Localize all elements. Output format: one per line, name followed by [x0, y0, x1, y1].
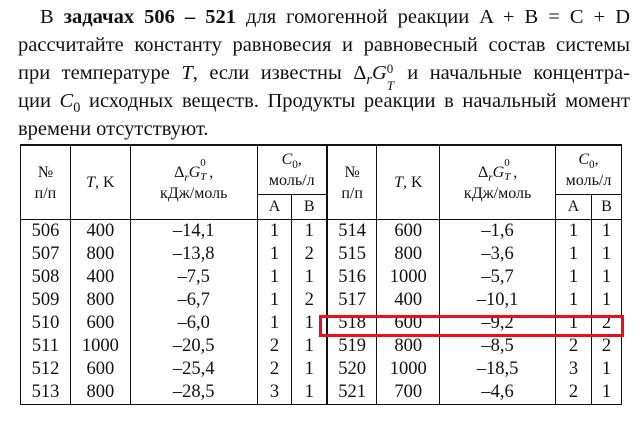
- cell-conc-b: 1: [292, 335, 327, 358]
- header-text: ,: [297, 151, 302, 168]
- cell-number: 516: [327, 266, 377, 289]
- cell-conc-b: 2: [591, 335, 621, 358]
- tasks-table: [20, 144, 622, 405]
- header-text: моль/л: [565, 172, 612, 189]
- header-substance-b: B: [591, 195, 621, 220]
- symbol-superscript: 0: [504, 156, 510, 169]
- cell-number: 507: [21, 243, 71, 266]
- cell-conc-a: 3: [555, 358, 591, 381]
- g-symbol: G: [188, 163, 201, 181]
- header-temperature: [377, 145, 440, 220]
- symbol-indices: [386, 61, 396, 93]
- symbol-superscript: 0: [200, 156, 206, 169]
- cell-conc-b: 1: [591, 266, 621, 289]
- cell-number: 510: [21, 312, 71, 335]
- cell-conc-a: 2: [555, 381, 591, 405]
- header-text: кДж/моль: [463, 184, 532, 202]
- cell-temperature: 800: [70, 289, 130, 312]
- cell-number: 514: [327, 220, 377, 244]
- header-text: ,: [594, 151, 599, 168]
- statement-text: для гомогенной реакции A + B = C + D: [235, 6, 630, 28]
- cell-gibbs-energy: –3,6: [440, 243, 556, 266]
- cell-temperature: 600: [70, 312, 130, 335]
- cell-number: 512: [21, 358, 71, 381]
- cell-conc-b: 1: [591, 243, 621, 266]
- header-symbol: C: [578, 151, 590, 168]
- cell-gibbs-energy: –13,8: [130, 243, 257, 266]
- cell-conc-b: 1: [292, 312, 327, 335]
- cell-temperature: 600: [70, 358, 130, 381]
- symbol-subscript: 0: [292, 159, 298, 172]
- cell-conc-a-highlighted: 1: [555, 312, 591, 335]
- cell-conc-a: 1: [257, 243, 292, 266]
- header-text: №: [344, 163, 360, 181]
- header-text: , K: [402, 174, 423, 191]
- header-substance-a: A: [257, 195, 292, 220]
- statement-line-4: [18, 87, 630, 115]
- cell-gibbs-energy: –5,7: [440, 266, 556, 289]
- statement-line-3: [18, 59, 630, 93]
- header-symbol: T: [86, 174, 96, 191]
- statement-text: и начальные концентра-: [395, 62, 630, 84]
- symbol-indices: [200, 156, 209, 183]
- table-row: [21, 266, 622, 289]
- cell-temperature: 400: [70, 220, 130, 244]
- symbol-subscript: T: [504, 170, 511, 183]
- cell-temperature: 1000: [377, 358, 440, 381]
- header-text: кДж/моль: [160, 184, 228, 202]
- header-temperature: [70, 145, 130, 220]
- cell-conc-a: 1: [555, 289, 591, 312]
- cell-temperature: 600: [377, 220, 440, 244]
- header-symbol: C: [281, 151, 293, 168]
- concentration-symbol: C: [59, 90, 74, 112]
- cell-gibbs-energy-highlighted: –9,2: [440, 312, 556, 335]
- cell-number: 509: [21, 289, 71, 312]
- delta-symbol: Δ: [478, 163, 489, 181]
- cell-temperature: 1000: [377, 266, 440, 289]
- header-initial-concentration: [257, 145, 327, 195]
- temperature-symbol: T: [181, 62, 193, 84]
- symbol-subscript: r: [488, 171, 493, 184]
- table-row: [21, 312, 622, 335]
- symbol-subscript: T: [386, 78, 395, 93]
- cell-temperature-highlighted: 600: [377, 312, 440, 335]
- cell-gibbs-energy: –14,1: [130, 220, 257, 244]
- cell-temperature: 1000: [70, 335, 130, 358]
- header-text: №: [37, 163, 54, 181]
- cell-conc-a: 1: [555, 266, 591, 289]
- cell-conc-a: 2: [555, 335, 591, 358]
- gibbs-energy-symbol: [353, 61, 396, 93]
- cell-number: 515: [327, 243, 377, 266]
- cell-number: 513: [21, 381, 71, 405]
- g-symbol: G: [492, 163, 505, 181]
- cell-conc-a: 1: [257, 266, 292, 289]
- cell-gibbs-energy: –7,5: [130, 266, 257, 289]
- cell-conc-b: 1: [591, 220, 621, 244]
- cell-conc-b: 1: [591, 289, 621, 312]
- table-body: [21, 220, 622, 405]
- cell-number: 511: [21, 335, 71, 358]
- table-row: [21, 358, 622, 381]
- symbol-subscript: r: [184, 171, 189, 184]
- cell-conc-b: 1: [591, 381, 621, 405]
- table-row: [21, 381, 622, 405]
- symbol-subscript: 0: [73, 100, 81, 117]
- header-text: п/п: [34, 184, 57, 202]
- statement-line-5: времени отсутствуют.: [18, 118, 209, 140]
- header-substance-b: B: [292, 195, 327, 220]
- header-number: [21, 145, 71, 220]
- cell-temperature: 400: [70, 266, 130, 289]
- header-symbol: T: [394, 174, 403, 191]
- cell-gibbs-energy: –4,6: [440, 381, 556, 405]
- cell-temperature: 800: [377, 243, 440, 266]
- cell-gibbs-energy: –20,5: [130, 335, 257, 358]
- cell-conc-b: 1: [292, 266, 327, 289]
- cell-conc-b: 1: [292, 220, 327, 244]
- delta-symbol: Δ: [353, 62, 367, 84]
- header-text: моль/л: [268, 172, 315, 189]
- cell-gibbs-energy: –18,5: [440, 358, 556, 381]
- cell-gibbs-energy: –1,6: [440, 220, 556, 244]
- cell-number-highlighted: 518: [327, 312, 377, 335]
- header-number: [327, 145, 377, 220]
- header-initial-concentration: [555, 145, 621, 195]
- cell-gibbs-energy: –28,5: [130, 381, 257, 405]
- cell-conc-a: 1: [555, 220, 591, 244]
- cell-conc-b-highlighted: 2: [591, 312, 621, 335]
- cell-conc-b: 1: [591, 358, 621, 381]
- statement-text: ции: [18, 90, 60, 112]
- cell-number: 506: [21, 220, 71, 244]
- header-substance-a: A: [555, 195, 591, 220]
- statement-line-2: рассчитайте константу равновесия и равновесный состав системы: [18, 34, 630, 56]
- statement-line-1: [18, 3, 630, 31]
- header-gibbs-energy: [130, 145, 257, 220]
- cell-temperature: 400: [377, 289, 440, 312]
- cell-temperature: 700: [377, 381, 440, 405]
- cell-gibbs-energy: –8,5: [440, 335, 556, 358]
- cell-conc-b: 1: [292, 381, 327, 405]
- symbol-subscript: T: [200, 170, 207, 183]
- table-row: [21, 335, 622, 358]
- cell-number: 508: [21, 266, 71, 289]
- statement-text: В: [40, 6, 64, 28]
- symbol-subscript: r: [366, 72, 372, 89]
- statement-text: исходных веществ. Продукты реакции в начальный момент: [80, 90, 630, 112]
- header-text: ,: [209, 163, 214, 181]
- table-row: [21, 220, 622, 244]
- header-gibbs-energy: [440, 145, 556, 220]
- statement-text: при температуре: [18, 62, 182, 84]
- table-row: [21, 243, 622, 266]
- cell-conc-a: 2: [257, 335, 292, 358]
- cell-temperature: 800: [377, 335, 440, 358]
- statement-text: , если известны: [192, 62, 354, 84]
- cell-conc-b: 2: [292, 289, 327, 312]
- table-row: [21, 289, 622, 312]
- cell-conc-a: 1: [257, 220, 292, 244]
- cell-conc-b: 2: [292, 243, 327, 266]
- cell-number: 521: [327, 381, 377, 405]
- task-range: задачах 506 – 521: [63, 6, 236, 28]
- cell-gibbs-energy: –10,1: [440, 289, 556, 312]
- header-text: ,: [513, 163, 518, 181]
- symbol-superscript: 0: [386, 61, 394, 76]
- g-symbol: G: [371, 62, 387, 84]
- cell-temperature: 800: [70, 381, 130, 405]
- cell-gibbs-energy: –6,0: [130, 312, 257, 335]
- cell-conc-a: 3: [257, 381, 292, 405]
- cell-gibbs-energy: –25,4: [130, 358, 257, 381]
- cell-temperature: 800: [70, 243, 130, 266]
- cell-conc-a: 1: [257, 289, 292, 312]
- cell-conc-a: 1: [257, 312, 292, 335]
- cell-conc-a: 1: [555, 243, 591, 266]
- problem-statement: [18, 3, 630, 143]
- cell-number: 519: [327, 335, 377, 358]
- cell-conc-b: 1: [292, 358, 327, 381]
- cell-gibbs-energy: –6,7: [130, 289, 257, 312]
- header-text: , K: [95, 174, 115, 191]
- delta-symbol: Δ: [174, 163, 185, 181]
- header-text: п/п: [341, 184, 363, 202]
- cell-number: 520: [327, 358, 377, 381]
- cell-conc-a: 2: [257, 358, 292, 381]
- symbol-indices: [504, 156, 513, 183]
- symbol-subscript: 0: [589, 159, 595, 172]
- cell-number: 517: [327, 289, 377, 312]
